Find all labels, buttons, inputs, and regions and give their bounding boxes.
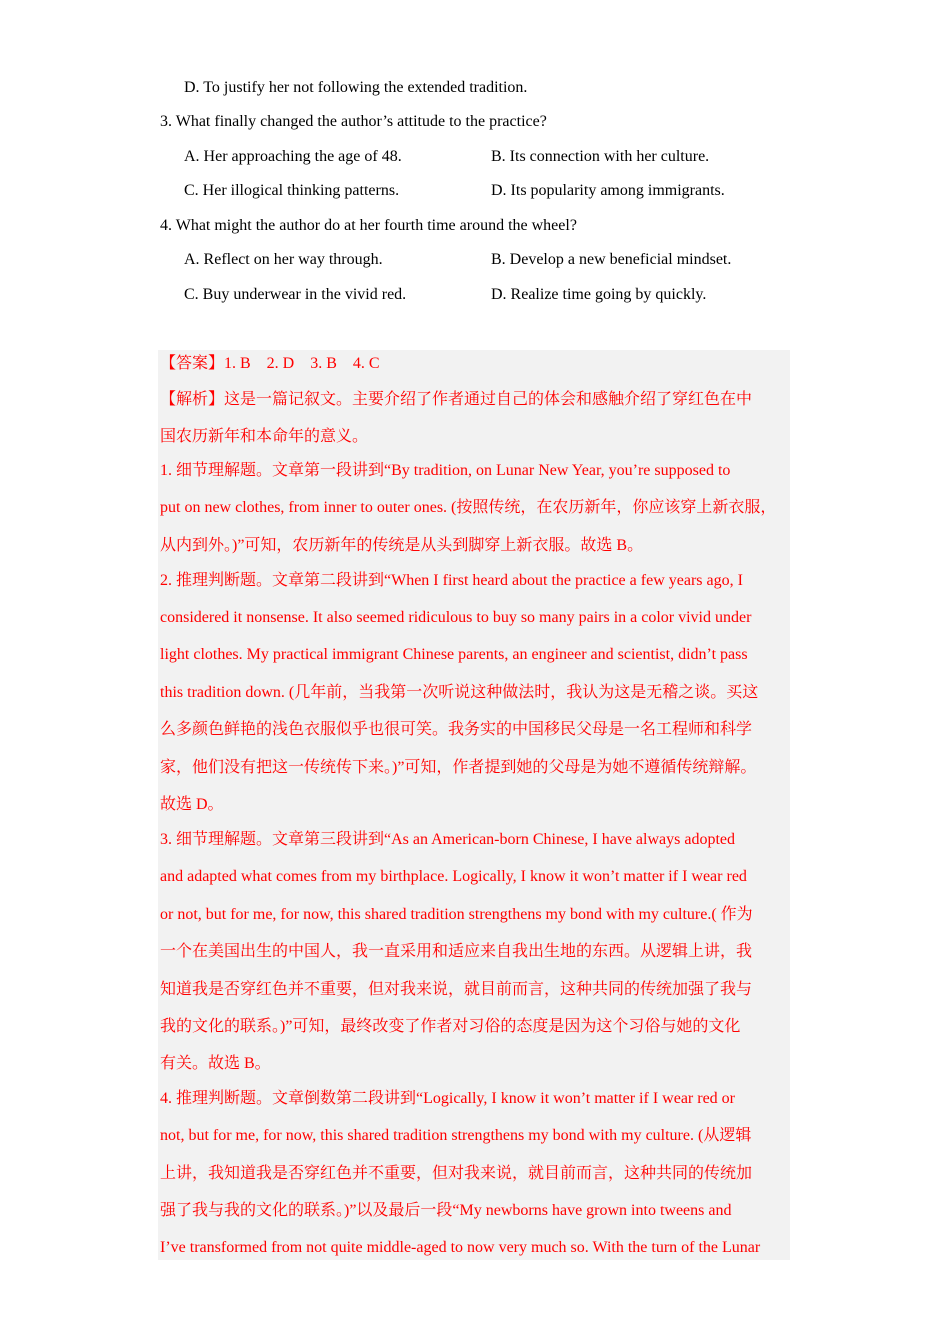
q4-option-b: B. Develop a new beneficial mindset.	[491, 251, 732, 268]
analysis-line: this tradition down. (几年前，当我第一次听说这种做法时，我认为这是无稽之谈。买这	[160, 684, 759, 701]
q3-option-b: B. Its connection with her culture.	[491, 148, 710, 165]
analysis-line: considered it nonsense. It also seemed ridiculous to buy so many pairs in a color vivid under	[160, 609, 752, 626]
q3-option-a: A. Her approaching the age of 48.	[184, 148, 402, 165]
q2-option-d: D. To justify her not following the extended tradition.	[184, 79, 528, 96]
analysis-line: 国农历新年和本命年的意义。	[160, 428, 369, 445]
q4-stem: 4. What might the author do at her fourth time around the wheel?	[160, 217, 577, 234]
analysis-line: 2. 推理判断题。文章第二段讲到“When I first heard about the practice a few years ago, I	[160, 572, 743, 589]
q3-option-d: D. Its popularity among immigrants.	[491, 182, 725, 199]
analysis-line: not, but for me, for now, this shared tradition strengthens my bond with my culture. (从逻辑	[160, 1127, 752, 1144]
answer-analysis-box	[158, 350, 790, 1260]
analysis-line: 知道我是否穿红色并不重要，但对我来说，就目前而言，这种共同的传统加强了我与	[160, 981, 753, 998]
answer-key-line: 【答案】1. B 2. D 3. B 4. C	[160, 355, 380, 372]
analysis-line: 有关。故选 B。	[160, 1055, 271, 1072]
q3-stem: 3. What finally changed the author’s attitude to the practice?	[160, 113, 547, 130]
analysis-line: 我的文化的联系。)”可知，最终改变了作者对习俗的态度是因为这个习俗与她的文化	[160, 1018, 741, 1035]
analysis-line: 3. 细节理解题。文章第三段讲到“As an American-born Chinese, I have always adopted	[160, 831, 735, 848]
q4-option-a: A. Reflect on her way through.	[184, 251, 383, 268]
analysis-line: I’ve transformed from not quite middle-aged to now very much so. With the turn of the Lunar	[160, 1239, 761, 1256]
q4-option-c: C. Buy underwear in the vivid red.	[184, 286, 407, 303]
q4-option-d: D. Realize time going by quickly.	[491, 286, 707, 303]
analysis-line: or not, but for me, for now, this shared tradition strengthens my bond with my culture.( 作为	[160, 906, 753, 923]
analysis-line: 么多颜色鲜艳的浅色衣服似乎也很可笑。我务实的中国移民父母是一名工程师和科学	[160, 721, 753, 738]
analysis-line: 【解析】这是一篇记叙文。主要介绍了作者通过自己的体会和感触介绍了穿红色在中	[160, 391, 753, 408]
analysis-line: 从内到外。)”可知，农历新年的传统是从头到脚穿上新衣服。故选 B。	[160, 537, 644, 554]
analysis-line: 家，他们没有把这一传统传下来。)”可知，作者提到她的父母是为她不遵循传统辩解。	[160, 759, 757, 776]
analysis-line: 故选 D。	[160, 796, 224, 813]
q3-option-c: C. Her illogical thinking patterns.	[184, 182, 400, 199]
analysis-line: 上讲，我知道我是否穿红色并不重要，但对我来说，就目前而言，这种共同的传统加	[160, 1165, 753, 1182]
analysis-line: 一个在美国出生的中国人，我一直采用和适应来自我出生地的东西。从逻辑上讲，我	[160, 943, 753, 960]
analysis-line: 4. 推理判断题。文章倒数第二段讲到“Logically, I know it won’t matter if I wear red or	[160, 1090, 736, 1107]
analysis-line: and adapted what comes from my birthplace. Logically, I know it won’t matter if I wear red	[160, 868, 747, 885]
analysis-line: put on new clothes, from inner to outer ones. (按照传统，在农历新年，你应该穿上新衣服，	[160, 499, 777, 516]
analysis-line: 1. 细节理解题。文章第一段讲到“By tradition, on Lunar New Year, you’re supposed to	[160, 462, 731, 479]
analysis-line: light clothes. My practical immigrant Chinese parents, an engineer and scientist, didn’t pass	[160, 646, 748, 663]
analysis-line: 强了我与我的文化的联系。)”以及最后一段“My newborns have grown into tweens and	[160, 1202, 732, 1219]
